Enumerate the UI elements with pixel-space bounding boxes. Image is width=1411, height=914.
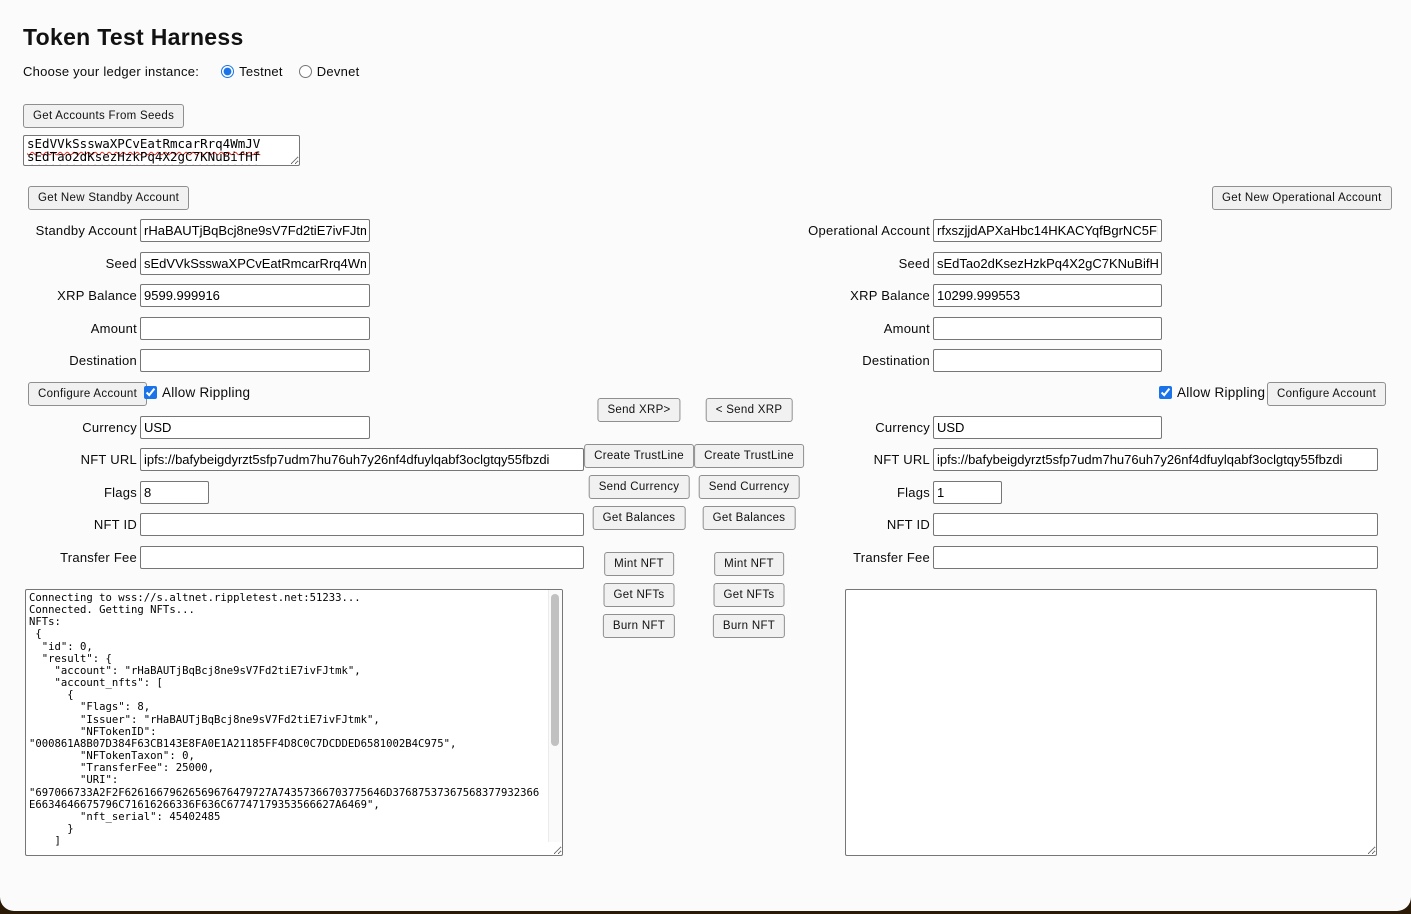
operational-currency-field[interactable]: [933, 416, 1162, 439]
operational-account-label: Operational Account: [808, 223, 930, 238]
standby-get-nfts-button[interactable]: Get NFTs: [604, 583, 675, 607]
testnet-radio[interactable]: [221, 65, 234, 78]
operational-nft-url-label: NFT URL: [873, 452, 930, 467]
operational-destination-label: Destination: [862, 353, 930, 368]
standby-account-field[interactable]: [140, 219, 370, 242]
standby-destination-label: Destination: [69, 353, 137, 368]
operational-get-balances-button[interactable]: Get Balances: [703, 506, 796, 530]
standby-transfer-fee-label: Transfer Fee: [60, 550, 137, 565]
standby-configure-account-button[interactable]: Configure Account: [28, 382, 147, 406]
operational-configure-account-button[interactable]: Configure Account: [1267, 382, 1386, 406]
radio-option-devnet[interactable]: [299, 64, 360, 79]
standby-flags-label: Flags: [103, 485, 137, 500]
ledger-selector: [23, 64, 359, 79]
standby-nft-url-label: NFT URL: [80, 452, 137, 467]
operational-seed-field[interactable]: [933, 252, 1162, 275]
standby-send-currency-button[interactable]: Send Currency: [589, 475, 690, 499]
get-accounts-from-seeds-button[interactable]: Get Accounts From Seeds: [23, 104, 184, 128]
standby-nft-id-label: NFT ID: [93, 517, 137, 532]
operational-allow-rippling[interactable]: [1159, 385, 1265, 400]
operational-currency-label: Currency: [875, 420, 930, 435]
operational-results-textarea[interactable]: [845, 589, 1377, 856]
get-new-standby-account-button[interactable]: Get New Standby Account: [28, 186, 189, 210]
standby-currency-label: Currency: [82, 420, 137, 435]
standby-results-textarea[interactable]: [25, 589, 563, 856]
standby-nft-url-field[interactable]: [140, 448, 584, 471]
standby-results-scrollbar-thumb[interactable]: [551, 594, 559, 746]
operational-flags-field[interactable]: [933, 481, 1002, 504]
radio-option-testnet[interactable]: [221, 64, 283, 79]
operational-results-wrap: [845, 589, 1377, 856]
page-title: Token Test Harness: [23, 24, 244, 50]
operational-burn-nft-button[interactable]: Burn NFT: [713, 614, 785, 638]
testnet-radio-label: Testnet: [239, 64, 283, 79]
operational-nft-url-field[interactable]: [933, 448, 1378, 471]
standby-get-balances-button[interactable]: Get Balances: [593, 506, 686, 530]
standby-account-label: Standby Account: [35, 223, 137, 238]
operational-get-nfts-button[interactable]: Get NFTs: [714, 583, 785, 607]
standby-transfer-fee-field[interactable]: [140, 546, 584, 569]
operational-xrp-balance-label: XRP Balance: [850, 288, 930, 303]
operational-mint-nft-button[interactable]: Mint NFT: [714, 552, 784, 576]
standby-currency-field[interactable]: [140, 416, 370, 439]
operational-seed-label: Seed: [898, 256, 930, 271]
seeds-textarea[interactable]: [23, 135, 300, 166]
operational-amount-label: Amount: [883, 321, 930, 336]
operational-account-field[interactable]: [933, 219, 1162, 242]
standby-results-scrollbar[interactable]: [548, 590, 562, 842]
standby-destination-field[interactable]: [140, 349, 370, 372]
operational-send-currency-button[interactable]: Send Currency: [699, 475, 800, 499]
operational-amount-field[interactable]: [933, 317, 1162, 340]
standby-create-trustline-button[interactable]: Create TrustLine: [584, 444, 694, 468]
devnet-radio-label: Devnet: [316, 64, 360, 79]
standby-results-wrap: [25, 589, 563, 856]
devnet-radio[interactable]: [299, 65, 312, 78]
standby-allow-rippling-label: Allow Rippling: [162, 385, 251, 400]
ledger-selector-label: Choose your ledger instance:: [23, 64, 200, 79]
operational-send-xrp-button[interactable]: < Send XRP: [706, 398, 793, 422]
standby-seed-field[interactable]: [140, 252, 370, 275]
standby-burn-nft-button[interactable]: Burn NFT: [603, 614, 675, 638]
standby-nft-id-field[interactable]: [140, 513, 584, 536]
standby-send-xrp-button[interactable]: Send XRP>: [597, 398, 680, 422]
operational-nft-id-field[interactable]: [933, 513, 1378, 536]
operational-transfer-fee-field[interactable]: [933, 546, 1378, 569]
standby-seed-label: Seed: [105, 256, 137, 271]
standby-mint-nft-button[interactable]: Mint NFT: [604, 552, 674, 576]
operational-transfer-fee-label: Transfer Fee: [853, 550, 930, 565]
standby-allow-rippling[interactable]: [144, 385, 250, 400]
operational-nft-id-label: NFT ID: [886, 517, 930, 532]
standby-amount-field[interactable]: [140, 317, 370, 340]
operational-allow-rippling-label: Allow Rippling: [1177, 385, 1266, 400]
standby-amount-label: Amount: [90, 321, 137, 336]
operational-xrp-balance-field[interactable]: [933, 284, 1162, 307]
operational-destination-field[interactable]: [933, 349, 1162, 372]
operational-create-trustline-button[interactable]: Create TrustLine: [694, 444, 804, 468]
standby-flags-field[interactable]: [140, 481, 209, 504]
standby-allow-rippling-checkbox[interactable]: [144, 386, 157, 399]
get-new-operational-account-button[interactable]: Get New Operational Account: [1212, 186, 1392, 210]
operational-allow-rippling-checkbox[interactable]: [1159, 386, 1172, 399]
standby-xrp-balance-field[interactable]: [140, 284, 370, 307]
standby-xrp-balance-label: XRP Balance: [57, 288, 137, 303]
operational-flags-label: Flags: [896, 485, 930, 500]
